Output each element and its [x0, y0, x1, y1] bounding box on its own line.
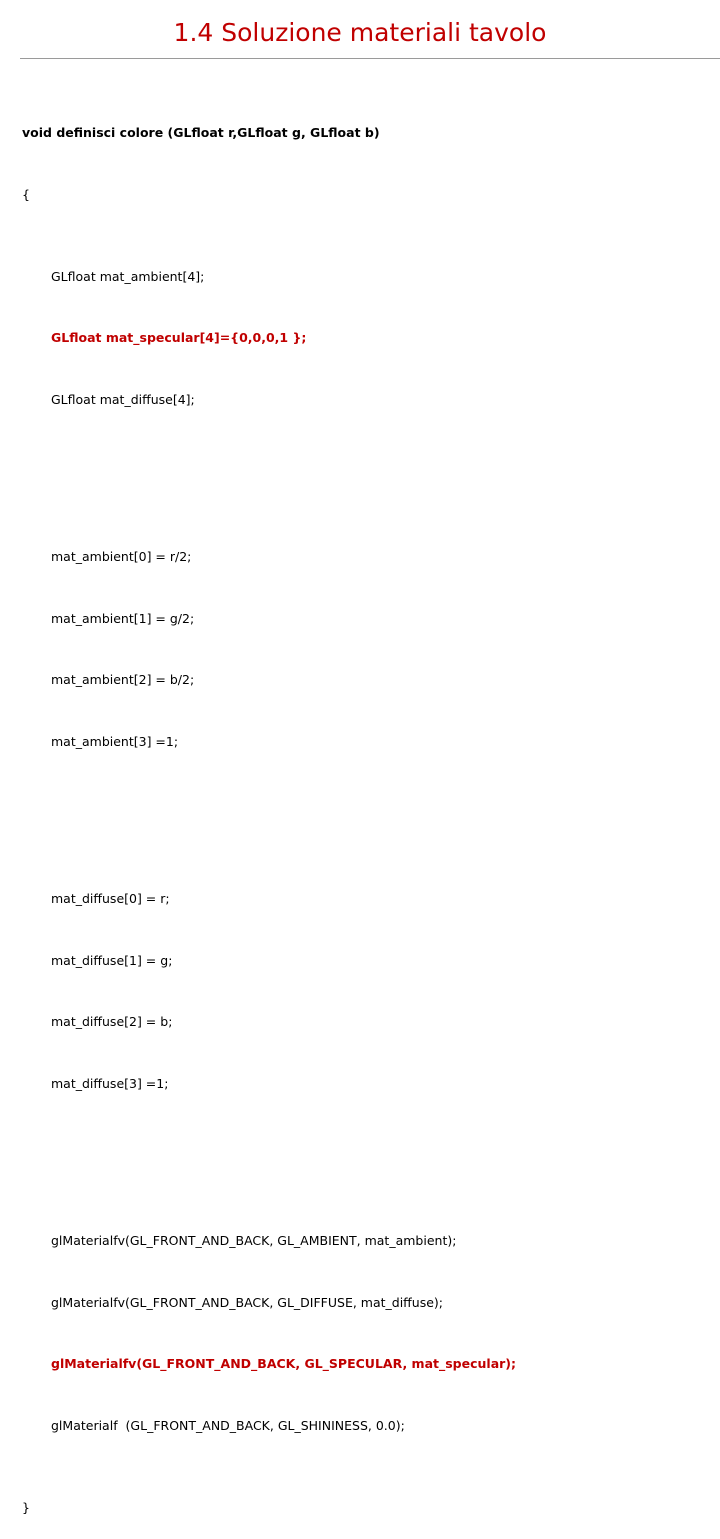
open-brace: { [22, 186, 30, 202]
material-ambient-call: glMaterialfv(GL_FRONT_AND_BACK, GL_AMBIENT, mat_ambient); [51, 1233, 457, 1248]
ambient-assign-line: mat_ambient[2] = b/2; [51, 672, 195, 687]
diffuse-assign-line: mat_diffuse[3] =1; [51, 1075, 169, 1091]
material-shininess-call: glMaterialf (GL_FRONT_AND_BACK, GL_SHININESS, 0.0); [51, 1417, 405, 1433]
decl-diffuse-line: GLfloat mat_diffuse[4]; [51, 391, 195, 407]
material-diffuse-call: glMaterialfv(GL_FRONT_AND_BACK, GL_DIFFUSE, mat_diffuse); [51, 1294, 444, 1310]
ambient-assign-line: mat_ambient[0] = r/2; [51, 549, 192, 564]
slide-title: 1.4 Soluzione materiali tavolo [173, 18, 547, 47]
close-brace: } [22, 1499, 30, 1515]
code-block [22, 82, 712, 1539]
blank-line [22, 1156, 712, 1170]
function-signature: void definisci colore (GLfloat r,GLfloat g, GLfloat b) [22, 125, 380, 140]
material-specular-call: glMaterialfv(GL_FRONT_AND_BACK, GL_SPECULAR, mat_specular); [51, 1356, 517, 1371]
blank-line [22, 814, 712, 828]
ambient-assign-line: mat_ambient[1] = g/2; [51, 610, 195, 626]
blank-line [22, 472, 712, 486]
ambient-assign-line: mat_ambient[3] =1; [51, 733, 179, 749]
diffuse-assign-line: mat_diffuse[0] = r; [51, 891, 170, 906]
title-divider [20, 58, 720, 59]
diffuse-assign-line: mat_diffuse[1] = g; [51, 952, 173, 968]
diffuse-assign-line: mat_diffuse[2] = b; [51, 1014, 173, 1029]
decl-ambient-line: GLfloat mat_ambient[4]; [51, 268, 205, 284]
decl-specular-line: GLfloat mat_specular[4]={0,0,0,1 }; [51, 330, 307, 345]
